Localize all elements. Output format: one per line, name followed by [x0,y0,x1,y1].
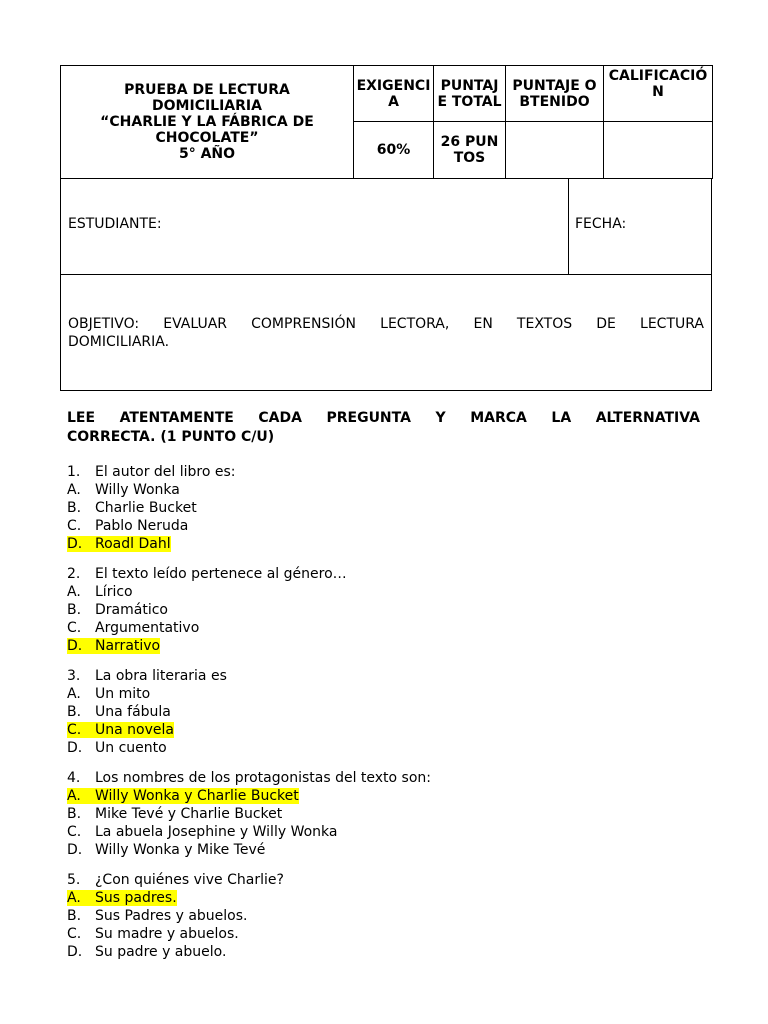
calificacion-header: CALIFICACIÓN [604,66,713,122]
option-text: Mike Tevé y Charlie Bucket [95,806,283,822]
instructions [67,409,700,447]
question-number: 2. [67,566,81,582]
answer-option[interactable] [67,721,707,739]
answer [67,602,168,618]
question-stem [67,871,707,889]
option-letter: D. [67,536,83,552]
puntaje-obtenido-header: PUNTAJE OBTENIDO [506,66,604,122]
instructions-line-2: CORRECTA. (1 PUNTO C/U) [67,429,275,445]
option-text: Un cuento [95,740,167,756]
answer [67,806,282,822]
option-letter: B. [67,704,82,720]
title-line: CHOCOLATE” [155,130,259,146]
option-text: Su padre y abuelo. [95,944,227,960]
answer [67,500,197,516]
answer [67,704,171,720]
instructions-line-1: LEE ATENTAMENTE CADA PREGUNTA Y MARCA LA ALTERNATIVA [67,410,700,426]
answer-option[interactable] [67,739,707,757]
option-text: La abuela Josephine y Willy Wonka [95,824,338,840]
puntaje-obtenido-field[interactable] [506,122,604,179]
option-text: Pablo Neruda [95,518,189,534]
option-text: Sus padres. [95,890,177,906]
option-letter: A. [67,686,81,702]
answer-option[interactable] [67,517,707,535]
answer [67,908,247,924]
option-text: Lírico [95,584,133,600]
student-box-divider [568,178,569,274]
option-text: Su madre y abuelos. [95,926,239,942]
puntaje-total-value: 26 PUNTOS [434,122,506,179]
option-text: Una fábula [95,704,171,720]
answer-option[interactable] [67,925,707,943]
option-letter: D. [67,638,83,654]
answer-option[interactable] [67,805,707,823]
question-stem [67,667,707,685]
title-line: PRUEBA DE LECTURA [124,82,290,98]
option-letter: A. [67,890,81,906]
objective-line-1: OBJETIVO: EVALUAR COMPRENSIÓN LECTORA, EN TEXTOS DE LECTURA [68,316,704,332]
question-number: 3. [67,668,81,684]
student-info-box [60,178,712,275]
option-text: Willy Wonka [95,482,180,498]
question-text: La obra literaria es [95,668,227,684]
answer [67,824,337,840]
question-3 [67,667,707,757]
option-letter: C. [67,620,82,636]
option-text: Una novela [95,722,174,738]
answer [67,926,239,942]
header-table [60,65,713,179]
highlighted-answer [67,788,299,804]
title-line: DOMICILIARIA [152,98,262,114]
highlighted-answer [67,722,174,738]
option-letter: D. [67,740,83,756]
option-text: Narrativo [95,638,161,654]
option-letter: C. [67,824,82,840]
question-1 [67,463,707,553]
question-stem [67,565,707,583]
question-number: 5. [67,872,81,888]
answer [67,518,188,534]
option-letter: A. [67,482,81,498]
answer-option[interactable] [67,841,707,859]
question-number: 4. [67,770,81,786]
question-text: El autor del libro es: [95,464,236,480]
answer-option[interactable] [67,637,707,655]
option-letter: C. [67,722,82,738]
answer [67,944,226,960]
answer-option[interactable] [67,481,707,499]
answer-option[interactable] [67,787,707,805]
test-title [61,66,354,179]
title-line: “CHARLIE Y LA FÁBRICA DE [100,114,314,130]
objective-line-2: DOMICILIARIA. [68,334,170,350]
option-letter: C. [67,518,82,534]
answer-option[interactable] [67,619,707,637]
answer [67,482,180,498]
option-text: Sus Padres y abuelos. [95,908,248,924]
answer [67,842,265,858]
question-list [67,463,707,973]
answer [67,740,167,756]
answer-option[interactable] [67,583,707,601]
exigencia-value: 60% [354,122,434,179]
option-text: Un mito [95,686,151,702]
date-label: FECHA: [575,216,627,232]
option-letter: B. [67,500,82,516]
answer [67,686,150,702]
question-5 [67,871,707,961]
student-name-label: ESTUDIANTE: [68,216,162,232]
question-number: 1. [67,464,81,480]
question-text: Los nombres de los protagonistas del texto son: [95,770,432,786]
answer [67,620,199,636]
highlighted-answer [67,890,177,906]
question-text: ¿Con quiénes vive Charlie? [95,872,284,888]
option-text: Willy Wonka y Mike Tevé [95,842,266,858]
answer-option[interactable] [67,535,707,553]
answer [67,584,133,600]
question-text: El texto leído pertenece al género… [95,566,347,582]
option-letter: D. [67,842,83,858]
option-letter: A. [67,788,81,804]
highlighted-answer [67,536,171,552]
option-letter: D. [67,944,83,960]
exigencia-header: EXIGENCIA [354,66,434,122]
option-letter: C. [67,926,82,942]
answer-option[interactable] [67,703,707,721]
title-line: 5° AÑO [178,146,236,162]
option-text: Roadl Dahl [95,536,171,552]
answer-option[interactable] [67,823,707,841]
answer-option[interactable] [67,601,707,619]
puntaje-total-header: PUNTAJE TOTAL [434,66,506,122]
answer-option[interactable] [67,889,707,907]
option-text: Willy Wonka y Charlie Bucket [95,788,299,804]
highlighted-answer [67,638,160,654]
question-stem [67,463,707,481]
answer-option[interactable] [67,685,707,703]
option-letter: B. [67,602,82,618]
question-4 [67,769,707,859]
objective-text [68,315,704,351]
question-stem [67,769,707,787]
answer-option[interactable] [67,907,707,925]
option-text: Argumentativo [95,620,200,636]
option-letter: B. [67,908,82,924]
calificacion-field[interactable] [604,122,713,179]
answer-option[interactable] [67,943,707,961]
answer-option[interactable] [67,499,707,517]
option-letter: B. [67,806,82,822]
objective-box [60,274,712,391]
option-text: Charlie Bucket [95,500,197,516]
question-2 [67,565,707,655]
option-letter: A. [67,584,81,600]
option-text: Dramático [95,602,168,618]
